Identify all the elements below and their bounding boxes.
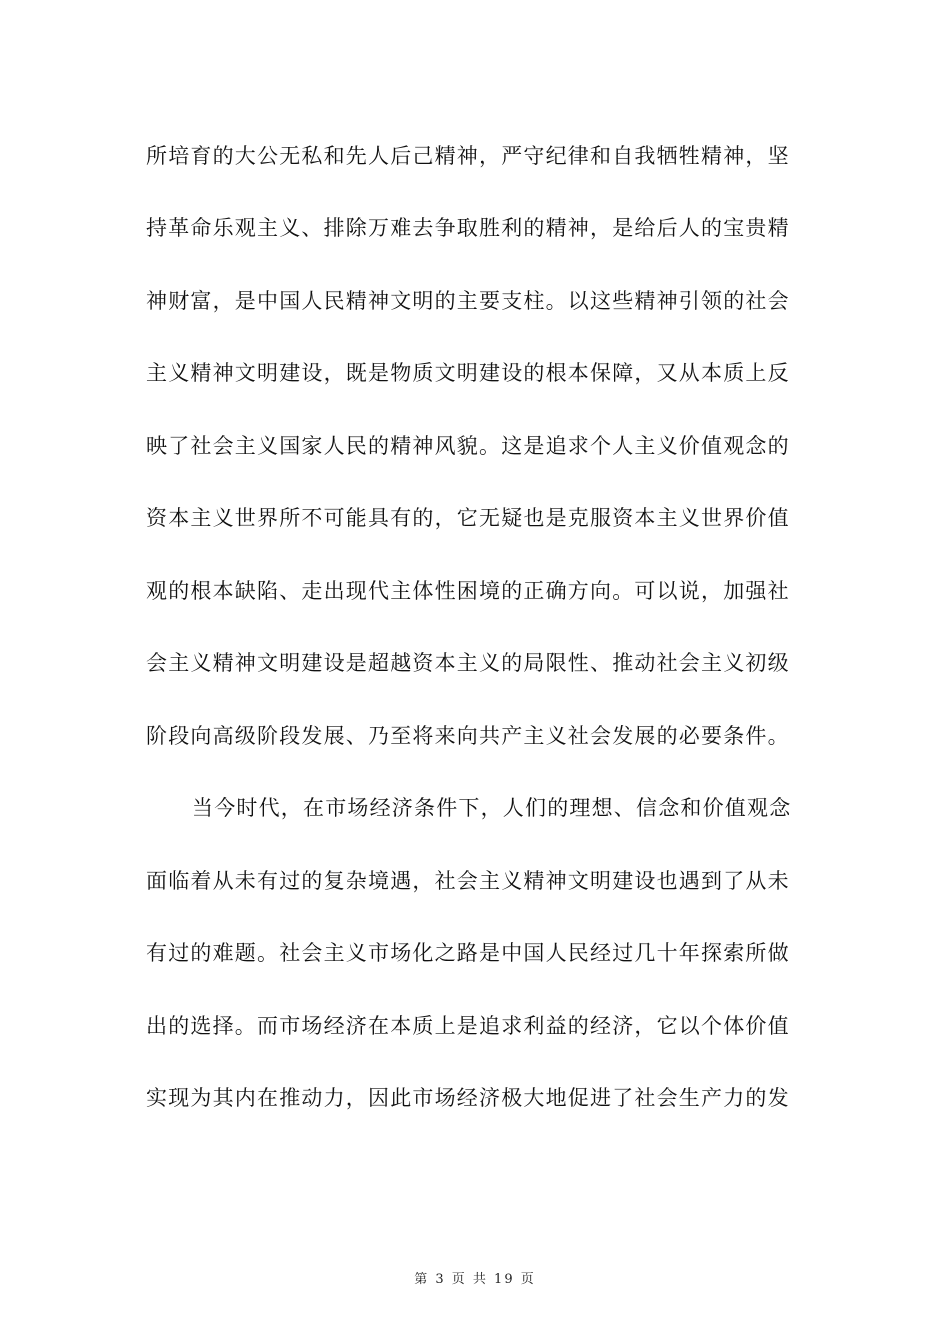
paragraph-line: 观的根本缺陷、走出现代主体性困境的正确方向。可以说，加强社 <box>146 579 790 603</box>
page-number: 第 3 页 共 19 页 <box>414 1272 536 1287</box>
paragraph-line: 出的选择。而市场经济在本质上是追求利益的经济，它以个体价值 <box>146 1014 790 1038</box>
paragraph-line: 持革命乐观主义、排除万难去争取胜利的精神，是给后人的宝贵精 <box>146 216 790 240</box>
paragraph-line: 有过的难题。社会主义市场化之路是中国人民经过几十年探索所做 <box>146 941 790 965</box>
paragraph-line: 面临着从未有过的复杂境遇，社会主义精神文明建设也遇到了从未 <box>146 869 790 893</box>
paragraph-line: 资本主义世界所不可能具有的，它无疑也是克服资本主义世界价值 <box>146 506 790 530</box>
paragraph-line: 会主义精神文明建设是超越资本主义的局限性、推动社会主义初级 <box>146 651 790 675</box>
page-footer <box>0 1268 950 1287</box>
paragraph-line: 实现为其内在推动力，因此市场经济极大地促进了社会生产力的发 <box>146 1086 790 1110</box>
paragraph-line: 主义精神文明建设，既是物质文明建设的根本保障，又从本质上反 <box>146 361 790 385</box>
paragraph-line: 阶段向高级阶段发展、乃至将来向共产主义社会发展的必要条件。 <box>146 724 790 748</box>
paragraph-line: 所培育的大公无私和先人后己精神，严守纪律和自我牺牲精神，坚 <box>146 144 790 168</box>
paragraph-line: 神财富，是中国人民精神文明的主要支柱。以这些精神引领的社会 <box>146 289 790 313</box>
paragraph-line: 映了社会主义国家人民的精神风貌。这是追求个人主义价值观念的 <box>146 434 790 458</box>
paragraph-first-line: 当今时代，在市场经济条件下，人们的理想、信念和价值观念 <box>192 796 792 820</box>
